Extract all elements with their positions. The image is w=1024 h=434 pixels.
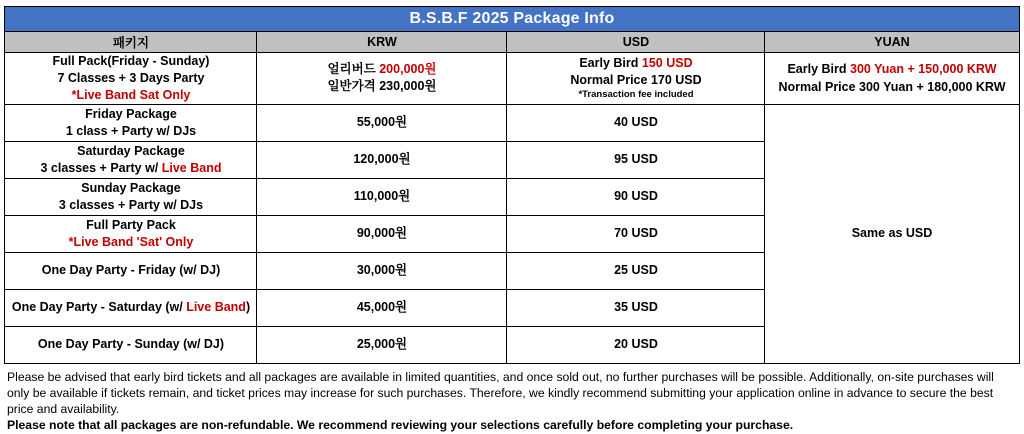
row-package-full-party bbox=[5, 215, 257, 252]
package-note: *Live Band 'Sat' Only bbox=[68, 234, 194, 249]
package-detail bbox=[5, 160, 256, 177]
row-package-full-pack bbox=[5, 53, 257, 105]
krw-normal-line: 일반가격 230,000원 bbox=[327, 79, 437, 94]
krw-earlybird-label: 얼리버드 bbox=[327, 62, 380, 77]
notice-refund-policy: Please note that all packages are non-refundable. We recommend reviewing your selections carefully before completing your purchase. bbox=[7, 418, 794, 433]
row-krw-full-pack bbox=[257, 53, 507, 105]
usd-earlybird-label: Early Bird bbox=[579, 56, 642, 71]
package-detail: 1 class + Party w/ DJs bbox=[65, 123, 197, 138]
column-header-package: 패키지 bbox=[5, 32, 257, 53]
package-name: Full Party Pack bbox=[86, 217, 176, 232]
table-row bbox=[5, 104, 1019, 141]
krw-earlybird-line bbox=[257, 61, 506, 78]
package-note: *Live Band Sat Only bbox=[71, 87, 191, 102]
usd-normal-line: Normal Price 170 USD bbox=[570, 72, 702, 87]
row-package-friday bbox=[5, 104, 257, 141]
row-krw-sunday: 110,000원 bbox=[257, 178, 507, 215]
package-name-pre: One Day Party - Saturday (w/ bbox=[11, 300, 187, 315]
yuan-earlybird-line bbox=[765, 60, 1018, 78]
column-header-usd: USD bbox=[507, 32, 765, 53]
package-name-post: ) bbox=[245, 300, 251, 315]
row-krw-saturday: 120,000원 bbox=[257, 141, 507, 178]
package-name-highlight: Live Band bbox=[186, 300, 246, 315]
row-krw-oneday-sunday: 25,000원 bbox=[257, 326, 507, 363]
row-usd-sunday: 90 USD bbox=[507, 178, 765, 215]
usd-earlybird-line bbox=[507, 55, 764, 72]
yuan-earlybird-value: 300 Yuan + 150,000 KRW bbox=[850, 62, 997, 77]
row-krw-oneday-saturday: 45,000원 bbox=[257, 289, 507, 326]
package-name: Saturday Package bbox=[77, 143, 185, 158]
row-usd-oneday-friday: 25 USD bbox=[507, 252, 765, 289]
row-package-sunday bbox=[5, 178, 257, 215]
row-package-oneday-friday: One Day Party - Friday (w/ DJ) bbox=[5, 252, 257, 289]
package-detail-highlight: Live Band bbox=[161, 160, 222, 175]
row-usd-saturday: 95 USD bbox=[507, 141, 765, 178]
table-title-row bbox=[5, 7, 1019, 32]
row-usd-full-party: 70 USD bbox=[507, 215, 765, 252]
row-usd-oneday-sunday: 20 USD bbox=[507, 326, 765, 363]
krw-earlybird-value: 200,000원 bbox=[379, 62, 437, 77]
row-krw-friday: 55,000원 bbox=[257, 104, 507, 141]
notice-block bbox=[5, 367, 1019, 434]
yuan-merged-cell: Same as USD bbox=[765, 104, 1019, 363]
table-row bbox=[5, 53, 1019, 105]
row-usd-friday: 40 USD bbox=[507, 104, 765, 141]
usd-fee-note: *Transaction fee included bbox=[578, 88, 694, 100]
column-header-yuan: YUAN bbox=[765, 32, 1019, 53]
package-detail: 3 classes + Party w/ DJs bbox=[58, 197, 204, 212]
row-yuan-full-pack bbox=[765, 53, 1019, 105]
package-detail-pre: 3 classes + Party w/ bbox=[40, 160, 162, 175]
package-name: Sunday Package bbox=[81, 180, 181, 195]
notice-paragraph: Please be advised that early bird tickets and all packages are available in limited quantities, and once sold out, no further purchases will be possible. Additionally, on-site purchases will only be available if tickets remain, and ticket prices may increase for such purchases. Therefore, we kindly recommend submitting your application online in advance to secure the best price and availability. bbox=[7, 369, 994, 417]
row-krw-oneday-friday: 30,000원 bbox=[257, 252, 507, 289]
package-info-table bbox=[4, 6, 1019, 364]
row-usd-oneday-saturday: 35 USD bbox=[507, 289, 765, 326]
row-package-oneday-saturday bbox=[5, 289, 257, 326]
row-package-oneday-sunday: One Day Party - Sunday (w/ DJ) bbox=[5, 326, 257, 363]
package-name: Friday Package bbox=[85, 106, 177, 121]
yuan-earlybird-label: Early Bird bbox=[787, 62, 850, 77]
row-krw-full-party: 90,000원 bbox=[257, 215, 507, 252]
usd-earlybird-value: 150 USD bbox=[641, 56, 693, 71]
row-package-saturday bbox=[5, 141, 257, 178]
package-detail: 7 Classes + 3 Days Party bbox=[57, 70, 205, 85]
row-usd-full-pack bbox=[507, 53, 765, 105]
package-name bbox=[5, 299, 256, 316]
table-header-row bbox=[5, 32, 1019, 53]
package-name: Full Pack(Friday - Sunday) bbox=[52, 54, 210, 68]
column-header-krw: KRW bbox=[257, 32, 507, 53]
page-title: B.S.B.F 2025 Package Info bbox=[5, 7, 1019, 32]
yuan-normal-line: Normal Price 300 Yuan + 180,000 KRW bbox=[778, 80, 1006, 95]
